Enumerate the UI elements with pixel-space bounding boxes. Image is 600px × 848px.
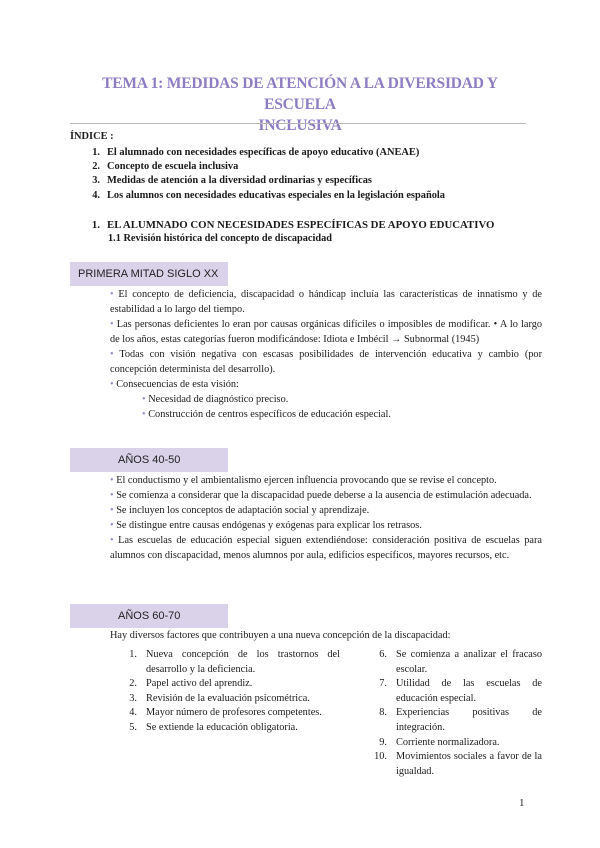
- title-divider: [70, 123, 526, 124]
- bullet-icon: •: [110, 379, 114, 390]
- bullet-icon: •: [142, 394, 146, 405]
- paragraph: • Construcción de centros específicos de educación especial.: [142, 409, 391, 420]
- index-item: 3. Medidas de atención a la diversidad ordinarias y específicas: [92, 175, 372, 187]
- list-item: 8. Experiencias positivas de integración.: [379, 707, 542, 733]
- paragraph: • Consecuencias de esta visión:: [110, 379, 239, 390]
- paragraph: • Las escuelas de educación especial siguen extendiéndose: consideración positiva de escuelas para alumnos con discapacidad, menos alumnos por aula, edificios específicos, mayores recursos, etc.: [110, 535, 542, 561]
- period-band-40-50: AÑOS 40-50: [70, 448, 228, 472]
- table-of-contents: [70, 130, 530, 203]
- block-first-half-xx: [110, 287, 542, 422]
- title-line-2: INCLUSIVA: [258, 117, 342, 134]
- paragraph: • Necesidad de diagnóstico preciso.: [142, 394, 289, 405]
- block-60-70-intro: [110, 628, 542, 643]
- subsection-title: 1.1 Revisión histórica del concepto de discapacidad: [108, 233, 332, 244]
- list-item: 6. Se comienza a analizar el fracaso escolar.: [379, 649, 542, 675]
- bullet-icon: •: [110, 475, 114, 486]
- period-band-60-70: AÑOS 60-70: [70, 604, 228, 628]
- index-list: [70, 146, 530, 203]
- list-item: 3. Revisión de la evaluación psicométrica.: [129, 692, 310, 704]
- list-item: 4. Mayor número de profesores competentes.: [129, 707, 322, 719]
- paragraph: • Se distingue entre causas endógenas y exógenas para explicar los retrasos.: [110, 520, 422, 531]
- bullet-icon: •: [110, 349, 114, 360]
- bullet-icon: •: [110, 490, 114, 501]
- index-item: 4. Los alumnos con necesidades educativas especiales en la legislación española: [92, 189, 446, 201]
- bullet-icon: •: [142, 409, 146, 420]
- section-number: 1.: [91, 219, 100, 231]
- bullet-icon: •: [493, 319, 498, 330]
- paragraph: • Se incluyen los conceptos de adaptación social y aprendizaje.: [110, 505, 370, 516]
- period-band-first-half-xx: PRIMERA MITAD SIGLO XX: [70, 262, 228, 286]
- paragraph: • El conductismo y el ambientalismo ejercen influencia provocando que se revise el concepto.: [110, 475, 497, 486]
- title-line-1: TEMA 1: MEDIDAS DE ATENCIÓN A LA DIVERSIDAD Y ESCUELA: [102, 75, 498, 113]
- paragraph: • Las personas deficientes lo eran por causas orgánicas difíciles o imposibles de modificar. • A lo largo de los años, estas categorías fueron modificándose: Idiota e Imbécil → Subnormal (1945): [110, 319, 543, 345]
- section-title: EL ALUMNADO CON NECESIDADES ESPECÍFICAS DE APOYO EDUCATIVO: [107, 219, 495, 231]
- paragraph: • El concepto de deficiencia, discapacidad o hándicap incluía las características de innatismo y de estabilidad a lo largo del tiempo.: [110, 289, 543, 315]
- bullet-icon: •: [110, 319, 114, 330]
- document-title: [70, 73, 530, 136]
- list-item: 2. Papel activo del aprendiz.: [129, 678, 253, 690]
- block-40-50: [110, 473, 542, 563]
- list-item: 1. Nueva concepción de los trastornos del desarrollo y la deficiencia.: [129, 649, 340, 675]
- paragraph: • Todas con visión negativa con escasas posibilidades de intervención educativa y cambio (por concepción determinista del desarrollo).: [110, 349, 542, 375]
- intro-paragraph: Hay diversos factores que contribuyen a una nueva concepción de la discapacidad:: [110, 630, 451, 641]
- bullet-icon: •: [110, 520, 114, 531]
- factors-list-right: [370, 648, 542, 779]
- paragraph: • Se comienza a considerar que la discapacidad puede deberse a la ausencia de estimulación adecuada.: [110, 490, 532, 501]
- list-item: 5. Se extiende la educación obligatoria.: [129, 721, 298, 733]
- index-heading: ÍNDICE :: [70, 131, 114, 142]
- list-item: 10. Movimientos sociales a favor de la igualdad.: [374, 751, 542, 777]
- list-item: 7. Utilidad de las escuelas de educación especial.: [379, 678, 542, 704]
- page-number: 1: [519, 797, 525, 809]
- list-item: 9. Corriente normalizadora.: [379, 736, 500, 748]
- section-heading: [70, 218, 530, 246]
- index-item: 1. El alumnado con necesidades específicas de apoyo educativo (ANEAE): [92, 147, 420, 158]
- bullet-icon: •: [110, 535, 114, 546]
- factors-list-left: [110, 648, 340, 736]
- bullet-icon: •: [110, 505, 114, 516]
- index-item: 2. Concepto de escuela inclusiva: [92, 161, 239, 173]
- bullet-icon: •: [110, 289, 114, 300]
